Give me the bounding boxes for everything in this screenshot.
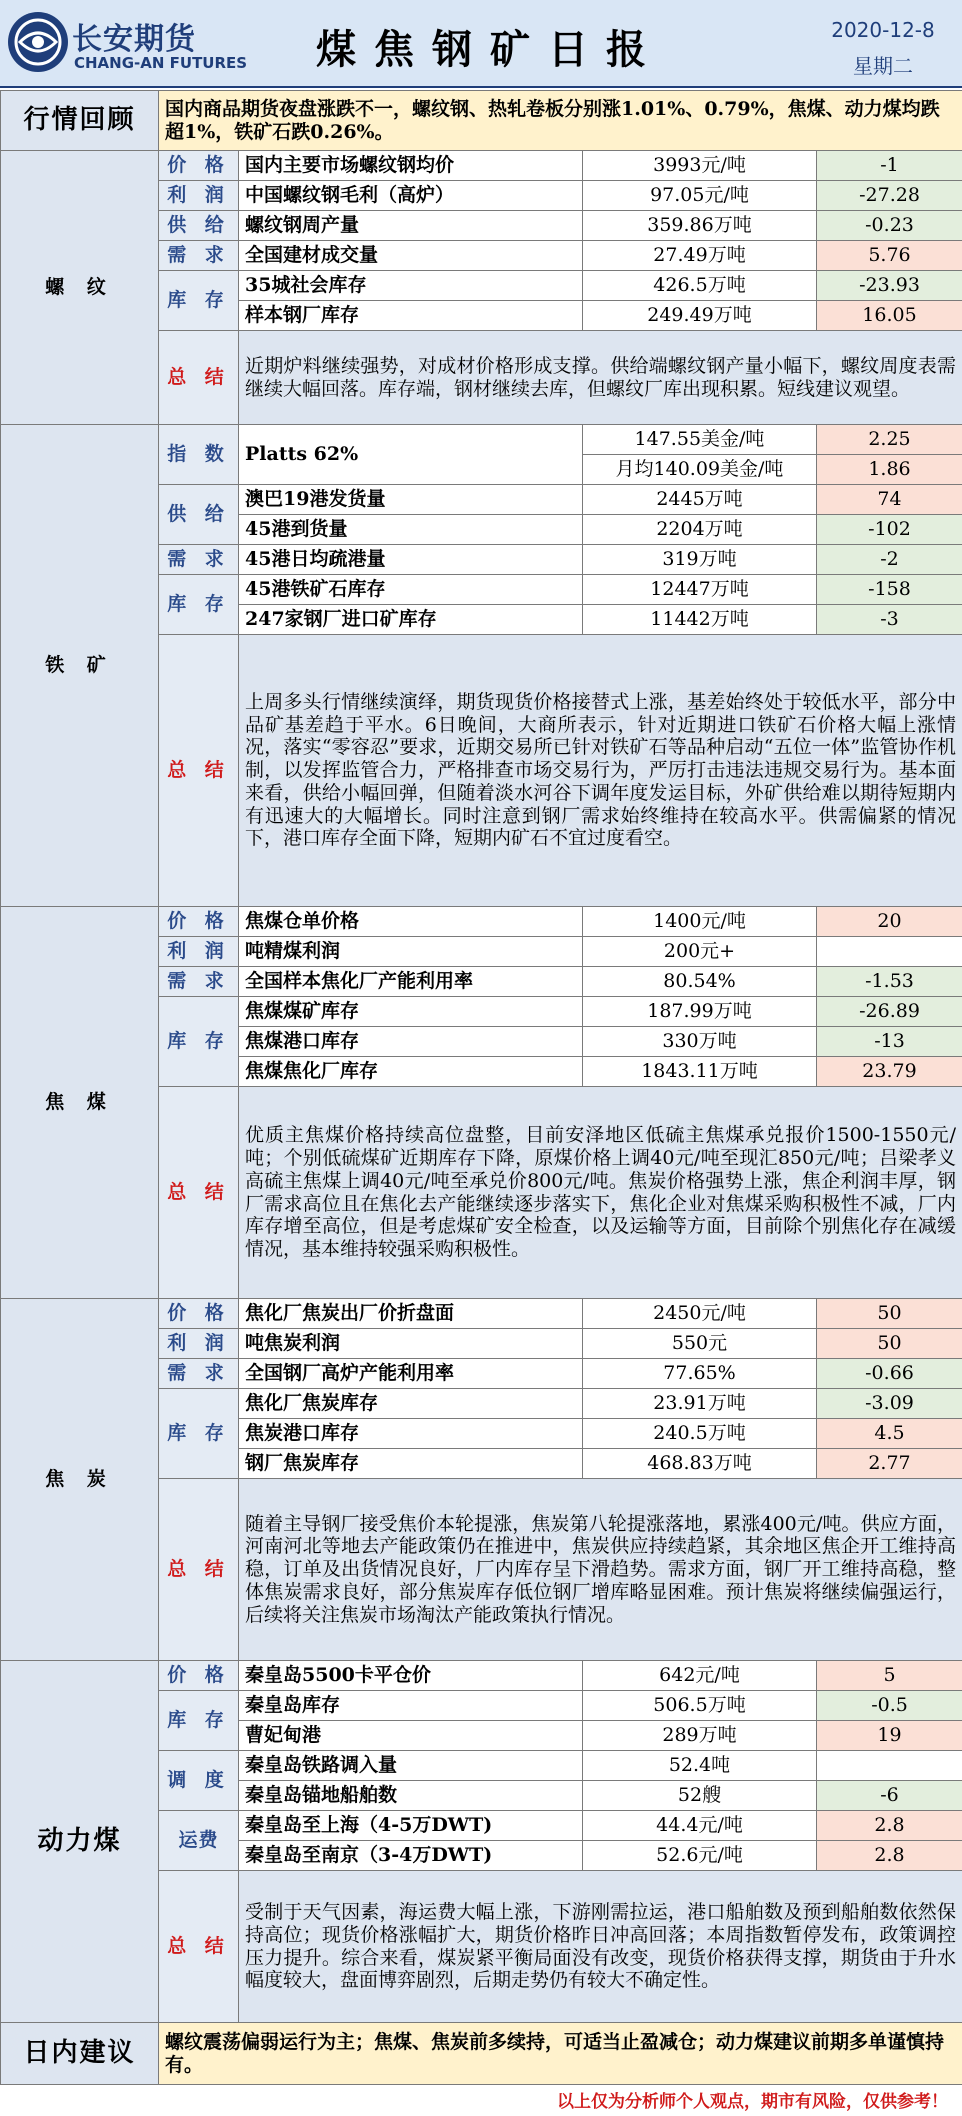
category-price: 价 格 [159,907,239,937]
section-coking-coal: 焦 煤 [1,907,159,1299]
item-value: 319万吨 [583,545,817,575]
item-label: 秦皇岛至上海（4-5万DWT) [239,1811,583,1841]
category-supply: 供 给 [159,485,239,545]
category-supply: 供 给 [159,211,239,241]
disclaimer: 以上仅为分析师个人观点，期市有风险，仅供参考！ [557,2092,948,2112]
item-change: 2.8 [817,1811,962,1841]
coking-coal-summary-text: 优质主焦煤价格持续高位盘整，目前安泽地区低硫主焦煤承兑报价1500-1550元/吨；个别低硫煤矿近期库存下降，原煤价格上调40元/吨至现汇850元/吨；吕梁孝义高硫主焦煤上调40元/吨至承兑价800元/吨。焦炭价格强势上涨，焦企利润丰厚，钢厂需求高位且在焦化去产能继续逐步落实下，焦化企业对焦煤采购积极性不减，厂内库存增至高位，但是考虑煤矿安全检查，以及运输等方面，目前除个别焦化存在减缓情况，基本维持较强采购积极性。 [239,1087,962,1299]
item-change: 2.77 [817,1449,962,1479]
table-row [1,907,962,937]
item-change: -158 [817,575,962,605]
company-name-en: CHANG-AN FUTURES [74,54,248,72]
item-label: 全国建材成交量 [239,241,583,271]
item-change: -3 [817,605,962,635]
item-value: 44.4元/吨 [583,1811,817,1841]
category-demand: 需 求 [159,967,239,997]
item-change: -27.28 [817,181,962,211]
item-value: 52艘 [583,1781,817,1811]
item-label: 秦皇岛铁路调入量 [239,1751,583,1781]
category-profit: 利 润 [159,181,239,211]
item-label: 样本钢厂库存 [239,301,583,331]
item-label: 国内主要市场螺纹钢均价 [239,151,583,181]
item-label: 247家钢厂进口矿库存 [239,605,583,635]
item-label: 焦煤仓单价格 [239,907,583,937]
section-coke: 焦 炭 [1,1299,159,1661]
market-review-text: 国内商品期货夜盘涨跌不一，螺纹钢、热轧卷板分别涨1.01%、0.79%，焦煤、动力煤均跌超1%，铁矿石跌0.26%。 [159,91,962,151]
market-review-label: 行情回顾 [1,91,159,151]
category-summary: 总 结 [159,1479,239,1661]
item-label: 35城社会库存 [239,271,583,301]
category-summary: 总 结 [159,1087,239,1299]
item-value: 12447万吨 [583,575,817,605]
item-label: 钢厂焦炭库存 [239,1449,583,1479]
item-value: 187.99万吨 [583,997,817,1027]
item-change [817,937,962,967]
item-change: 50 [817,1329,962,1359]
item-label: 螺纹钢周产量 [239,211,583,241]
item-change: -102 [817,515,962,545]
item-value: 1843.11万吨 [583,1057,817,1087]
item-label: 45港到货量 [239,515,583,545]
section-rebar: 螺 纹 [1,151,159,425]
item-change [817,1751,962,1781]
item-value: 月均140.09美金/吨 [583,455,817,485]
chang-an-logo-icon [6,10,70,74]
item-value: 468.83万吨 [583,1449,817,1479]
category-stock: 库 存 [159,1389,239,1479]
item-change: -13 [817,1027,962,1057]
item-change: -2 [817,545,962,575]
table-row [1,425,962,455]
item-value: 330万吨 [583,1027,817,1057]
category-index: 指 数 [159,425,239,485]
table-row [1,1661,962,1691]
item-change: -1.53 [817,967,962,997]
category-freight: 运费 [159,1811,239,1871]
item-label: 秦皇岛锚地船舶数 [239,1781,583,1811]
item-change: 23.79 [817,1057,962,1087]
item-value: 2445万吨 [583,485,817,515]
item-label: 焦化厂焦炭库存 [239,1389,583,1419]
report-table [0,90,962,2085]
company-name-cn: 长安期货 [72,22,196,57]
item-label: 秦皇岛5500卡平仓价 [239,1661,583,1691]
table-row [1,1299,962,1329]
item-value: 147.55美金/吨 [583,425,817,455]
item-value: 1400元/吨 [583,907,817,937]
report-sheet [0,90,962,2085]
item-change: 4.5 [817,1419,962,1449]
item-label: 45港日均疏港量 [239,545,583,575]
advice-label: 日内建议 [1,2023,159,2085]
item-change: -3.09 [817,1389,962,1419]
item-change: -0.66 [817,1359,962,1389]
item-change: 16.05 [817,301,962,331]
category-dispatch: 调 度 [159,1751,239,1811]
item-change: -0.5 [817,1691,962,1721]
item-change: 5 [817,1661,962,1691]
category-demand: 需 求 [159,241,239,271]
item-value: 2450元/吨 [583,1299,817,1329]
item-change: -23.93 [817,271,962,301]
item-change: 74 [817,485,962,515]
item-label: 吨焦炭利润 [239,1329,583,1359]
item-change: 50 [817,1299,962,1329]
category-profit: 利 润 [159,1329,239,1359]
item-change: 1.86 [817,455,962,485]
item-label: 秦皇岛至南京（3-4万DWT) [239,1841,583,1871]
item-value: 642元/吨 [583,1661,817,1691]
item-value: 506.5万吨 [583,1691,817,1721]
category-summary: 总 结 [159,1871,239,2023]
category-stock: 库 存 [159,997,239,1087]
item-label: 焦煤港口库存 [239,1027,583,1057]
table-row [1,151,962,181]
item-label: 吨精煤利润 [239,937,583,967]
category-price: 价 格 [159,1661,239,1691]
item-label: Platts 62% [239,425,583,485]
category-profit: 利 润 [159,937,239,967]
thermal-coal-summary-text: 受制于天气因素，海运费大幅上涨，下游刚需拉运，港口船舶数及预到船舶数依然保持高位；现货价格涨幅扩大，期货价格昨日冲高回落；本周指数暂停发布，政策调控压力提升。综合来看，煤炭紧平衡局面没有改变，现货价格获得支撑，期货由于升水幅度较大，盘面博弈剧烈，后期走势仍有较大不确定性。 [239,1871,962,2023]
item-value: 80.54% [583,967,817,997]
item-change: 20 [817,907,962,937]
item-change: 19 [817,1721,962,1751]
item-label: 焦煤焦化厂库存 [239,1057,583,1087]
advice-text: 螺纹震荡偏弱运行为主；焦煤、焦炭前多续持，可适当止盈减仓；动力煤建议前期多单谨慎持有。 [159,2023,962,2085]
category-stock: 库 存 [159,1691,239,1751]
item-value: 11442万吨 [583,605,817,635]
category-summary: 总 结 [159,635,239,907]
item-label: 全国样本焦化厂产能利用率 [239,967,583,997]
item-value: 426.5万吨 [583,271,817,301]
item-change: -0.23 [817,211,962,241]
item-value: 23.91万吨 [583,1389,817,1419]
item-value: 77.65% [583,1359,817,1389]
category-stock: 库 存 [159,271,239,331]
item-value: 359.86万吨 [583,211,817,241]
market-review-row [1,91,962,151]
category-price: 价 格 [159,151,239,181]
section-iron-ore: 铁 矿 [1,425,159,907]
item-change: 2.8 [817,1841,962,1871]
section-thermal-coal: 动力煤 [1,1661,159,2023]
category-demand: 需 求 [159,545,239,575]
advice-row [1,2023,962,2085]
item-label: 焦炭港口库存 [239,1419,583,1449]
item-label: 中国螺纹钢毛利（高炉） [239,181,583,211]
report-header [0,0,962,88]
item-value: 550元 [583,1329,817,1359]
category-demand: 需 求 [159,1359,239,1389]
item-value: 289万吨 [583,1721,817,1751]
rebar-summary-text: 近期炉料继续强势，对成材价格形成支撑。供给端螺纹钢产量小幅下，螺纹周度表需继续大幅回落。库存端，钢材继续去库，但螺纹厂库出现积累。短线建议观望。 [239,331,962,425]
item-label: 澳巴19港发货量 [239,485,583,515]
item-change: 5.76 [817,241,962,271]
item-change: -26.89 [817,997,962,1027]
item-label: 全国钢厂高炉产能利用率 [239,1359,583,1389]
item-label: 45港铁矿石库存 [239,575,583,605]
report-date: 2020-12-8 [831,18,935,42]
item-label: 焦化厂焦炭出厂价折盘面 [239,1299,583,1329]
report-title: 煤焦钢矿日报 [316,27,664,73]
item-value: 200元+ [583,937,817,967]
item-label: 曹妃甸港 [239,1721,583,1751]
iron-ore-summary-text: 上周多头行情继续演绎，期货现货价格接替式上涨，基差始终处于较低水平，部分中品矿基差趋于平水。6日晚间，大商所表示，针对近期进口铁矿石价格大幅上涨情况，落实“零容忍”要求，近期交易所已针对铁矿石等品种启动“五位一体”监管协作机制，以发挥监管合力，严格排查市场交易行为，严厉打击违法违规交易行为。基本面来看，供给小幅回弹，但随着淡水河谷下调年度发运目标，外矿供给难以期待短期内有迅速大的大幅增长。同时注意到钢厂需求始终维持在较高水平。供需偏紧的情况下，港口库存全面下降，短期内矿石不宜过度看空。 [239,635,962,907]
item-value: 52.4吨 [583,1751,817,1781]
item-value: 2204万吨 [583,515,817,545]
category-stock: 库 存 [159,575,239,635]
item-change: -6 [817,1781,962,1811]
item-label: 秦皇岛库存 [239,1691,583,1721]
item-value: 27.49万吨 [583,241,817,271]
coke-summary-text: 随着主导钢厂接受焦价本轮提涨，焦炭第八轮提涨落地，累涨400元/吨。供应方面，河南河北等地去产能政策仍在推进中，焦炭供应持续趋紧，其余地区焦企开工维持高稳，订单及出货情况良好，厂内库存呈下滑趋势。需求方面，钢厂开工维持高稳，整体焦炭需求良好，部分焦炭库存低位钢厂增库略显困难。预计焦炭将继续偏强运行，后续将关注焦炭市场淘汰产能政策执行情况。 [239,1479,962,1661]
item-label: 焦煤煤矿库存 [239,997,583,1027]
category-price: 价 格 [159,1299,239,1329]
item-value: 52.6元/吨 [583,1841,817,1871]
item-change: 2.25 [817,425,962,455]
report-weekday: 星期二 [853,54,913,78]
item-value: 3993元/吨 [583,151,817,181]
item-value: 240.5万吨 [583,1419,817,1449]
category-summary: 总 结 [159,331,239,425]
item-value: 97.05元/吨 [583,181,817,211]
item-value: 249.49万吨 [583,301,817,331]
item-change: -1 [817,151,962,181]
